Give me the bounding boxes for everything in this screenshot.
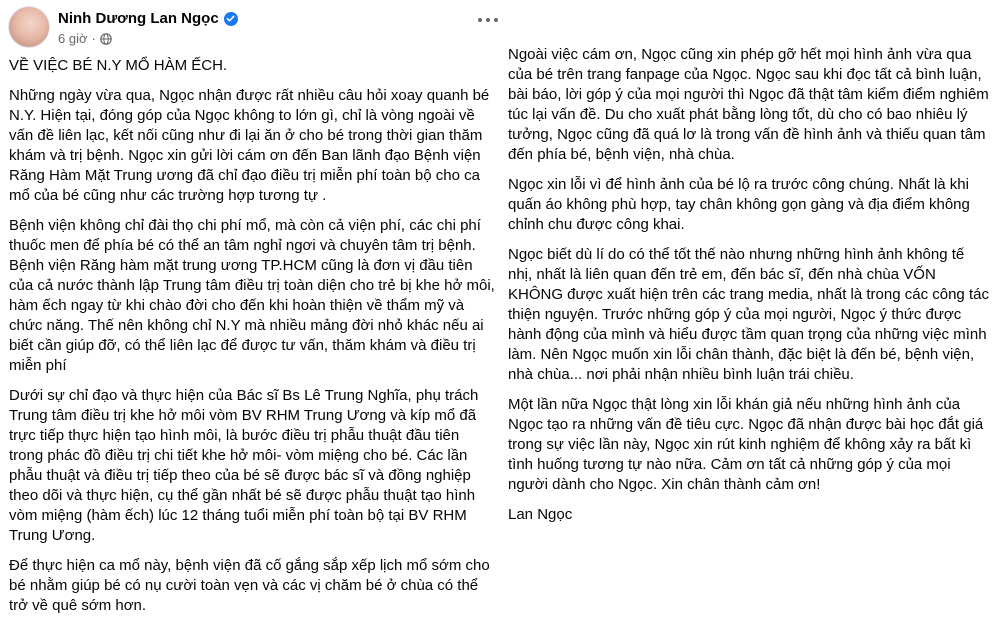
verified-badge-icon	[224, 12, 238, 26]
post-header	[8, 4, 493, 50]
post-paragraph: Ngọc biết dù lí do có thể tốt thế nào nhưng những hình ảnh không tế nhị, nhất là liên quan đến trẻ em, đến bác sĩ, đến nhà chùa VỐN KHÔNG được xuất hiện trên các trang media, nhất là trong các công tác thiện nguyện. Trước những góp ý của mọi người, Ngọc ý thức được hành động của mình và hiểu được tầm quan trọng của những việc mình làm. Nên Ngọc muốn xin lỗi chân thành, đặc biệt là đến bé, bệnh viện, nhà chùa... nơi phải nhận nhiều bình luận trái chiều.	[508, 246, 989, 383]
author-name[interactable]: Ninh Dương Lan Ngọc	[58, 10, 219, 27]
post-paragraph: Bệnh viện không chỉ đài thọ chi phí mổ, mà còn cả viện phí, các chi phí thuốc men để phía bé có thể an tâm nghỉ ngơi và chuyên tâm trị bệnh. Bệnh viện Răng hàm mặt trung ương TP.HCM cũng là đơn vị đầu tiên của cả nước thành lập Trung tâm điều trị toàn diện cho trẻ bị khe hở môi, hàm ếch ngay từ khi chào đời cho đến khi hoàn thiện về thẩm mỹ và chức năng. Thế nên không chỉ N.Y mà nhiều mảng đời nhỏ khác nếu ai biết cần giúp đỡ, có thể liên lạc để được tư vấn, thăm khám và điều trị miễn phí	[9, 217, 495, 374]
profile-avatar[interactable]	[8, 6, 50, 48]
author-row	[58, 10, 238, 27]
post-title: VỀ VIỆC BÉ N.Y MỔ HÀM ẾCH.	[9, 57, 228, 74]
post-body-right-column	[508, 45, 992, 535]
column-divider	[497, 0, 498, 543]
post-timestamp[interactable]: 6 giờ	[58, 31, 88, 46]
post-paragraph: Ngọc xin lỗi vì để hình ảnh của bé lộ ra trước công chúng. Nhất là khi quấn áo không phù hợp, tay chân không gọn gàng và địa điểm không chỉnh chu được công khai.	[508, 176, 970, 233]
post-paragraph: Dưới sự chỉ đạo và thực hiện của Bác sĩ Bs Lê Trung Nghĩa, phụ trách Trung tâm điều trị khe hở môi vòm BV RHM Trung Ương và kíp mổ đã trực tiếp thực hiện tạo hình môi, là bước điều trị phẫu thuật đầu tiên trong phác đồ điều trị chi tiết khe hở môi- vòm miệng cho bé. Các lần phẫu thuật và điều trị tiếp theo của bé sẽ được bác sĩ và đồng nghiệp theo dõi và thực hiện, cụ thể gần nhất bé sẽ được phẫu thuật tạo hình vòm miệng (hàm ếch) lúc 12 tháng tuổi miễn phí toàn bộ tại BV RHM Trung Ương.	[9, 387, 479, 544]
post-paragraph: Ngoài việc cám ơn, Ngọc cũng xin phép gỡ hết mọi hình ảnh vừa qua của bé trên trang fanpage của Ngọc. Ngọc sau khi đọc tất cả bình luận, bài báo, lời góp ý của mọi người thì Ngọc đã thật tâm kiểm điểm nghiêm túc lại vấn đề. Du cho xuất phát bằng lòng tốt, dù cho có bao nhiêu lý tưởng, Ngọc cũng đã quá lơ là trong vấn đề hình ảnh và thiếu quan tâm đến phía bé, bệnh viện, nhà chùa.	[508, 46, 989, 163]
more-options-icon[interactable]	[478, 14, 498, 26]
globe-icon	[100, 33, 112, 45]
meta-separator: ·	[91, 31, 96, 46]
post-body-left-column	[9, 56, 497, 626]
post-signature: Lan Ngọc	[508, 506, 573, 523]
post-paragraph: Để thực hiện ca mổ này, bệnh viện đã cố gắng sắp xếp lịch mổ sớm cho bé nhằm giúp bé có nụ cười toàn vẹn và các vị chăm bé ở chùa có thể trở về quê sớm hơn.	[9, 557, 490, 614]
post-meta	[58, 31, 112, 46]
post-paragraph: Một lần nữa Ngọc thật lòng xin lỗi khán giả nếu những hình ảnh của Ngọc tạo ra những vấn đề tiêu cực. Ngọc đã nhận được bài học đắt giá trong sự việc lần này, Ngọc xin rút kinh nghiệm để không xảy ra bất kì tình huống tương tự nào nữa. Cảm ơn tất cả những góp ý của mọi người dành cho Ngọc. Xin chân thành cảm ơn!	[508, 396, 984, 493]
post-paragraph: Những ngày vừa qua, Ngọc nhận được rất nhiều câu hỏi xoay quanh bé N.Y. Hiện tại, đóng góp của Ngọc không to lớn gì, chỉ là vòng ngoài về vấn đề liên lạc, kết nối cũng như đi lại ăn ở cho bé trong thời gian thăm khám và trị bệnh. Ngọc xin gửi lời cám ơn đến Ban lãnh đạo Bệnh viện Răng Hàm Mặt Trung ương đã chỉ đạo điều trị miễn phí toàn bộ cho ca mổ của bé cũng như các trường hợp tương tự .	[9, 87, 490, 204]
